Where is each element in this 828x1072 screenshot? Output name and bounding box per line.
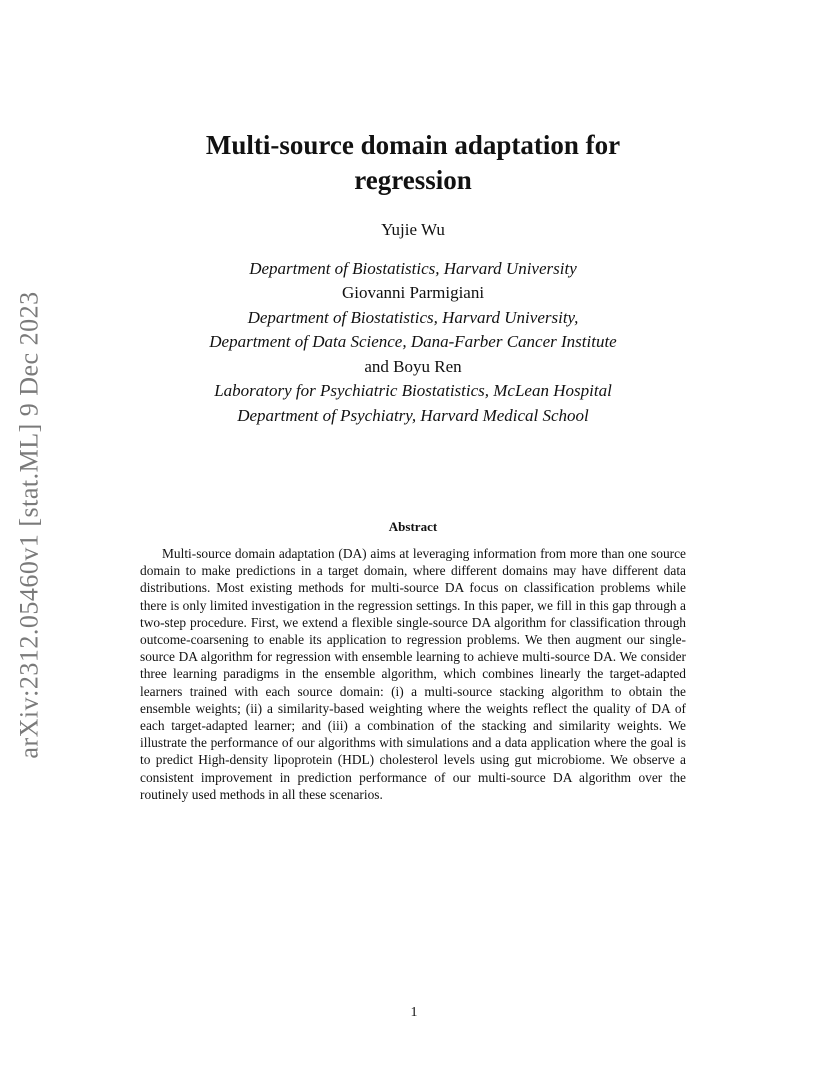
author-affiliation-2a: Department of Biostatistics, Harvard University,: [247, 307, 579, 327]
abstract-heading: Abstract: [388, 519, 438, 534]
title-line-1: Multi-source domain adaptation for: [205, 130, 621, 160]
author-affiliation-3b: Department of Psychiatry, Harvard Medical School: [237, 405, 589, 425]
author-affiliation-1: Department of Biostatistics, Harvard University: [249, 258, 577, 278]
author-affiliation-3a: Laboratory for Psychiatric Biostatistics, McLean Hospital: [214, 381, 612, 400]
author-name-3: and Boyu Ren: [364, 356, 462, 376]
abstract-text: Multi-source domain adaptation (DA) aims at leveraging information from more than one source domain to make predictions in a target domain, where different domains may have different data distributions. Most existing methods for multi-source DA focus on classification problems while there is only limited investigation in the regression settings. In this paper, we fill in this gap through a two-step procedure. First, we extend a flexible single-source DA algorithm for classification through outcome-coarsening to enable its application to regression problems. We then augment our single-source DA algorithm for regression with ensemble learning to achieve multi-source DA. We consider three learning paradigms in the ensemble algorithm, which combines linearly the target-adapted learners trained with each source domain: (i) a multi-source stacking algorithm to obtain the ensemble weights; (ii) a similarity-based weighting where the weights reflect the quality of DA of each target-adapted learner; and (iii) a combination of the stacking and similarity weights. We illustrate the performance of our algorithms with simulations and a data application where the goal is to predict High-density lipoprotein (HDL) cholesterol levels using gut microbiome. We observe a consistent improvement in prediction performance of our multi-source DA algorithm over the routinely used methods in all these scenarios.: [140, 546, 686, 802]
page-number: 1: [410, 1005, 418, 1020]
arxiv-stamp-text: arXiv:2312.05460v1 [stat.ML] 9 Dec 2023: [15, 291, 45, 759]
title-line-2: regression: [354, 165, 472, 195]
paper-title: [140, 128, 686, 198]
author-affiliation-2b: Department of Data Science, Dana-Farber Cancer Institute: [209, 332, 617, 351]
author-block: [140, 218, 686, 428]
arxiv-stamp: [10, 285, 50, 765]
author-name-2: Giovanni Parmigiani: [341, 283, 485, 302]
author-name-1: Yujie Wu: [381, 220, 445, 239]
